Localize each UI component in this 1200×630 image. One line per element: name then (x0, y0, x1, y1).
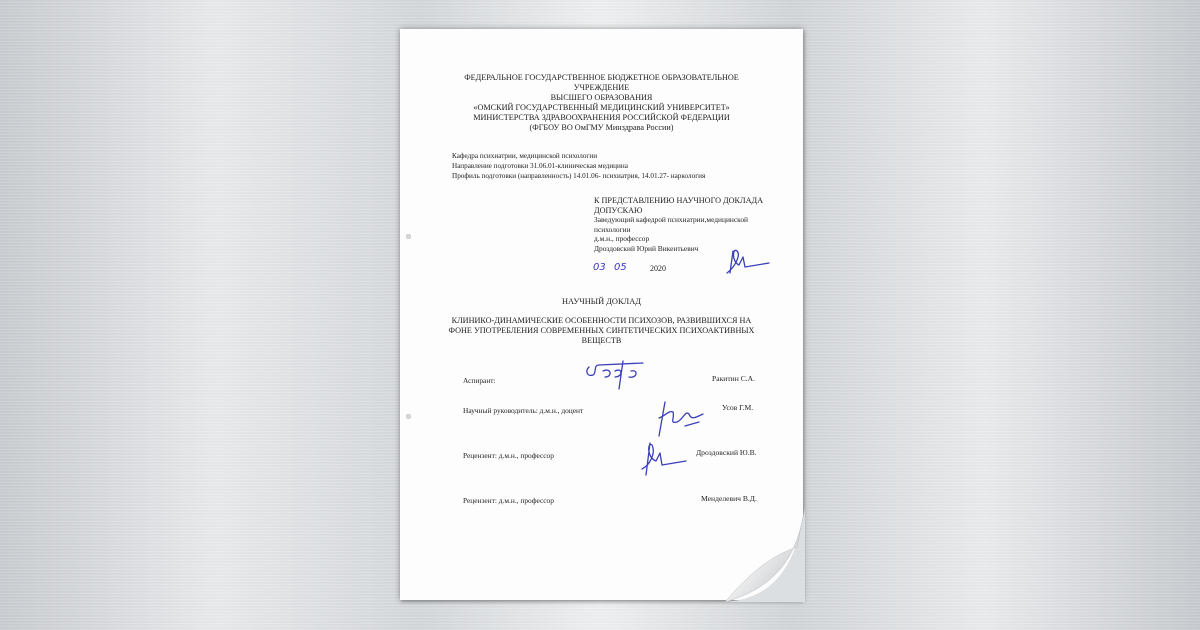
header-line: «ОМСКИЙ ГОСУДАРСТВЕННЫЙ МЕДИЦИНСКИЙ УНИВЕРСИТЕТ» (473, 103, 730, 112)
signatory-role: Научный руководитель: д.м.н., доцент (463, 406, 584, 415)
approval-line: ДОПУСКАЮ (594, 205, 643, 215)
signatory-name: Менделевич В.Д. (701, 494, 757, 503)
theme-line: ВЕЩЕСТВ (581, 336, 622, 345)
direction-line: Направление подготовки 31.06.01-клиническая медицина (452, 162, 628, 170)
header-line: УЧРЕЖДЕНИЕ (573, 83, 630, 92)
header-line: ВЫСШЕГО ОБРАЗОВАНИЯ (550, 93, 653, 102)
signatory-role: Рецензент: д.м.н., профессор (463, 451, 554, 460)
header-line: МИНИСТЕРСТВА ЗДРАВООХРАНЕНИЯ РОССИЙСКОЙ ФЕДЕРАЦИИ (473, 113, 730, 122)
theme-line: КЛИНИКО-ДИНАМИЧЕСКИЕ ОСОБЕННОСТИ ПСИХОЗОВ, РАЗВИВШИХСЯ НА (451, 316, 752, 325)
department-line: Кафедра психиатрии, медицинской психологии (452, 152, 598, 160)
approval-line: психологии (594, 224, 631, 234)
date-year: 2020 (650, 264, 666, 273)
punch-hole (406, 414, 411, 419)
approval-line: Заведующий кафедрой психиатрии,медицинской (594, 215, 749, 224)
signatory-role: Рецензент: д.м.н., профессор (463, 496, 554, 505)
approval-line: К ПРЕДСТАВЛЕНИЮ НАУЧНОГО ДОКЛАДА (594, 196, 763, 205)
institution-header (400, 73, 803, 133)
date-day: 03 (593, 262, 606, 273)
punch-hole (406, 234, 411, 239)
student-signature (583, 357, 653, 391)
department-info (452, 151, 705, 181)
approval-line: Дроздовский Юрий Викентьевич (594, 243, 699, 253)
head-signature (725, 247, 775, 277)
approval-block (594, 196, 763, 253)
header-line: ФЕДЕРАЛЬНОЕ ГОСУДАРСТВЕННОЕ БЮДЖЕТНОЕ ОБРАЗОВАТЕЛЬНОЕ (464, 73, 739, 82)
profile-line: Профиль подготовки (направленность) 14.01.06- психиатрия, 14.01.27- наркология (452, 172, 706, 180)
approval-line: д.м.н., профессор (594, 234, 650, 243)
document-page (400, 29, 803, 600)
page-curl (725, 507, 805, 602)
signatory-role: Аспирант: (463, 376, 496, 385)
report-theme (400, 316, 803, 346)
signatory-name: Усов Г.М. (722, 403, 754, 412)
reviewer-signature (640, 439, 690, 479)
supervisor-signature (655, 396, 715, 440)
signatory-name: Дроздовский Ю.В. (696, 448, 757, 457)
signatory-name: Ракитин С.А. (712, 374, 756, 383)
header-line: (ФГБОУ ВО ОмГМУ Минздрава России) (529, 123, 674, 132)
date-month: 05 (614, 262, 627, 273)
report-title: НАУЧНЫЙ ДОКЛАД (561, 297, 641, 306)
theme-line: ФОНЕ УПОТРЕБЛЕНИЯ СОВРЕМЕННЫХ СИНТЕТИЧЕСКИХ ПСИХОАКТИВНЫХ (448, 326, 755, 335)
